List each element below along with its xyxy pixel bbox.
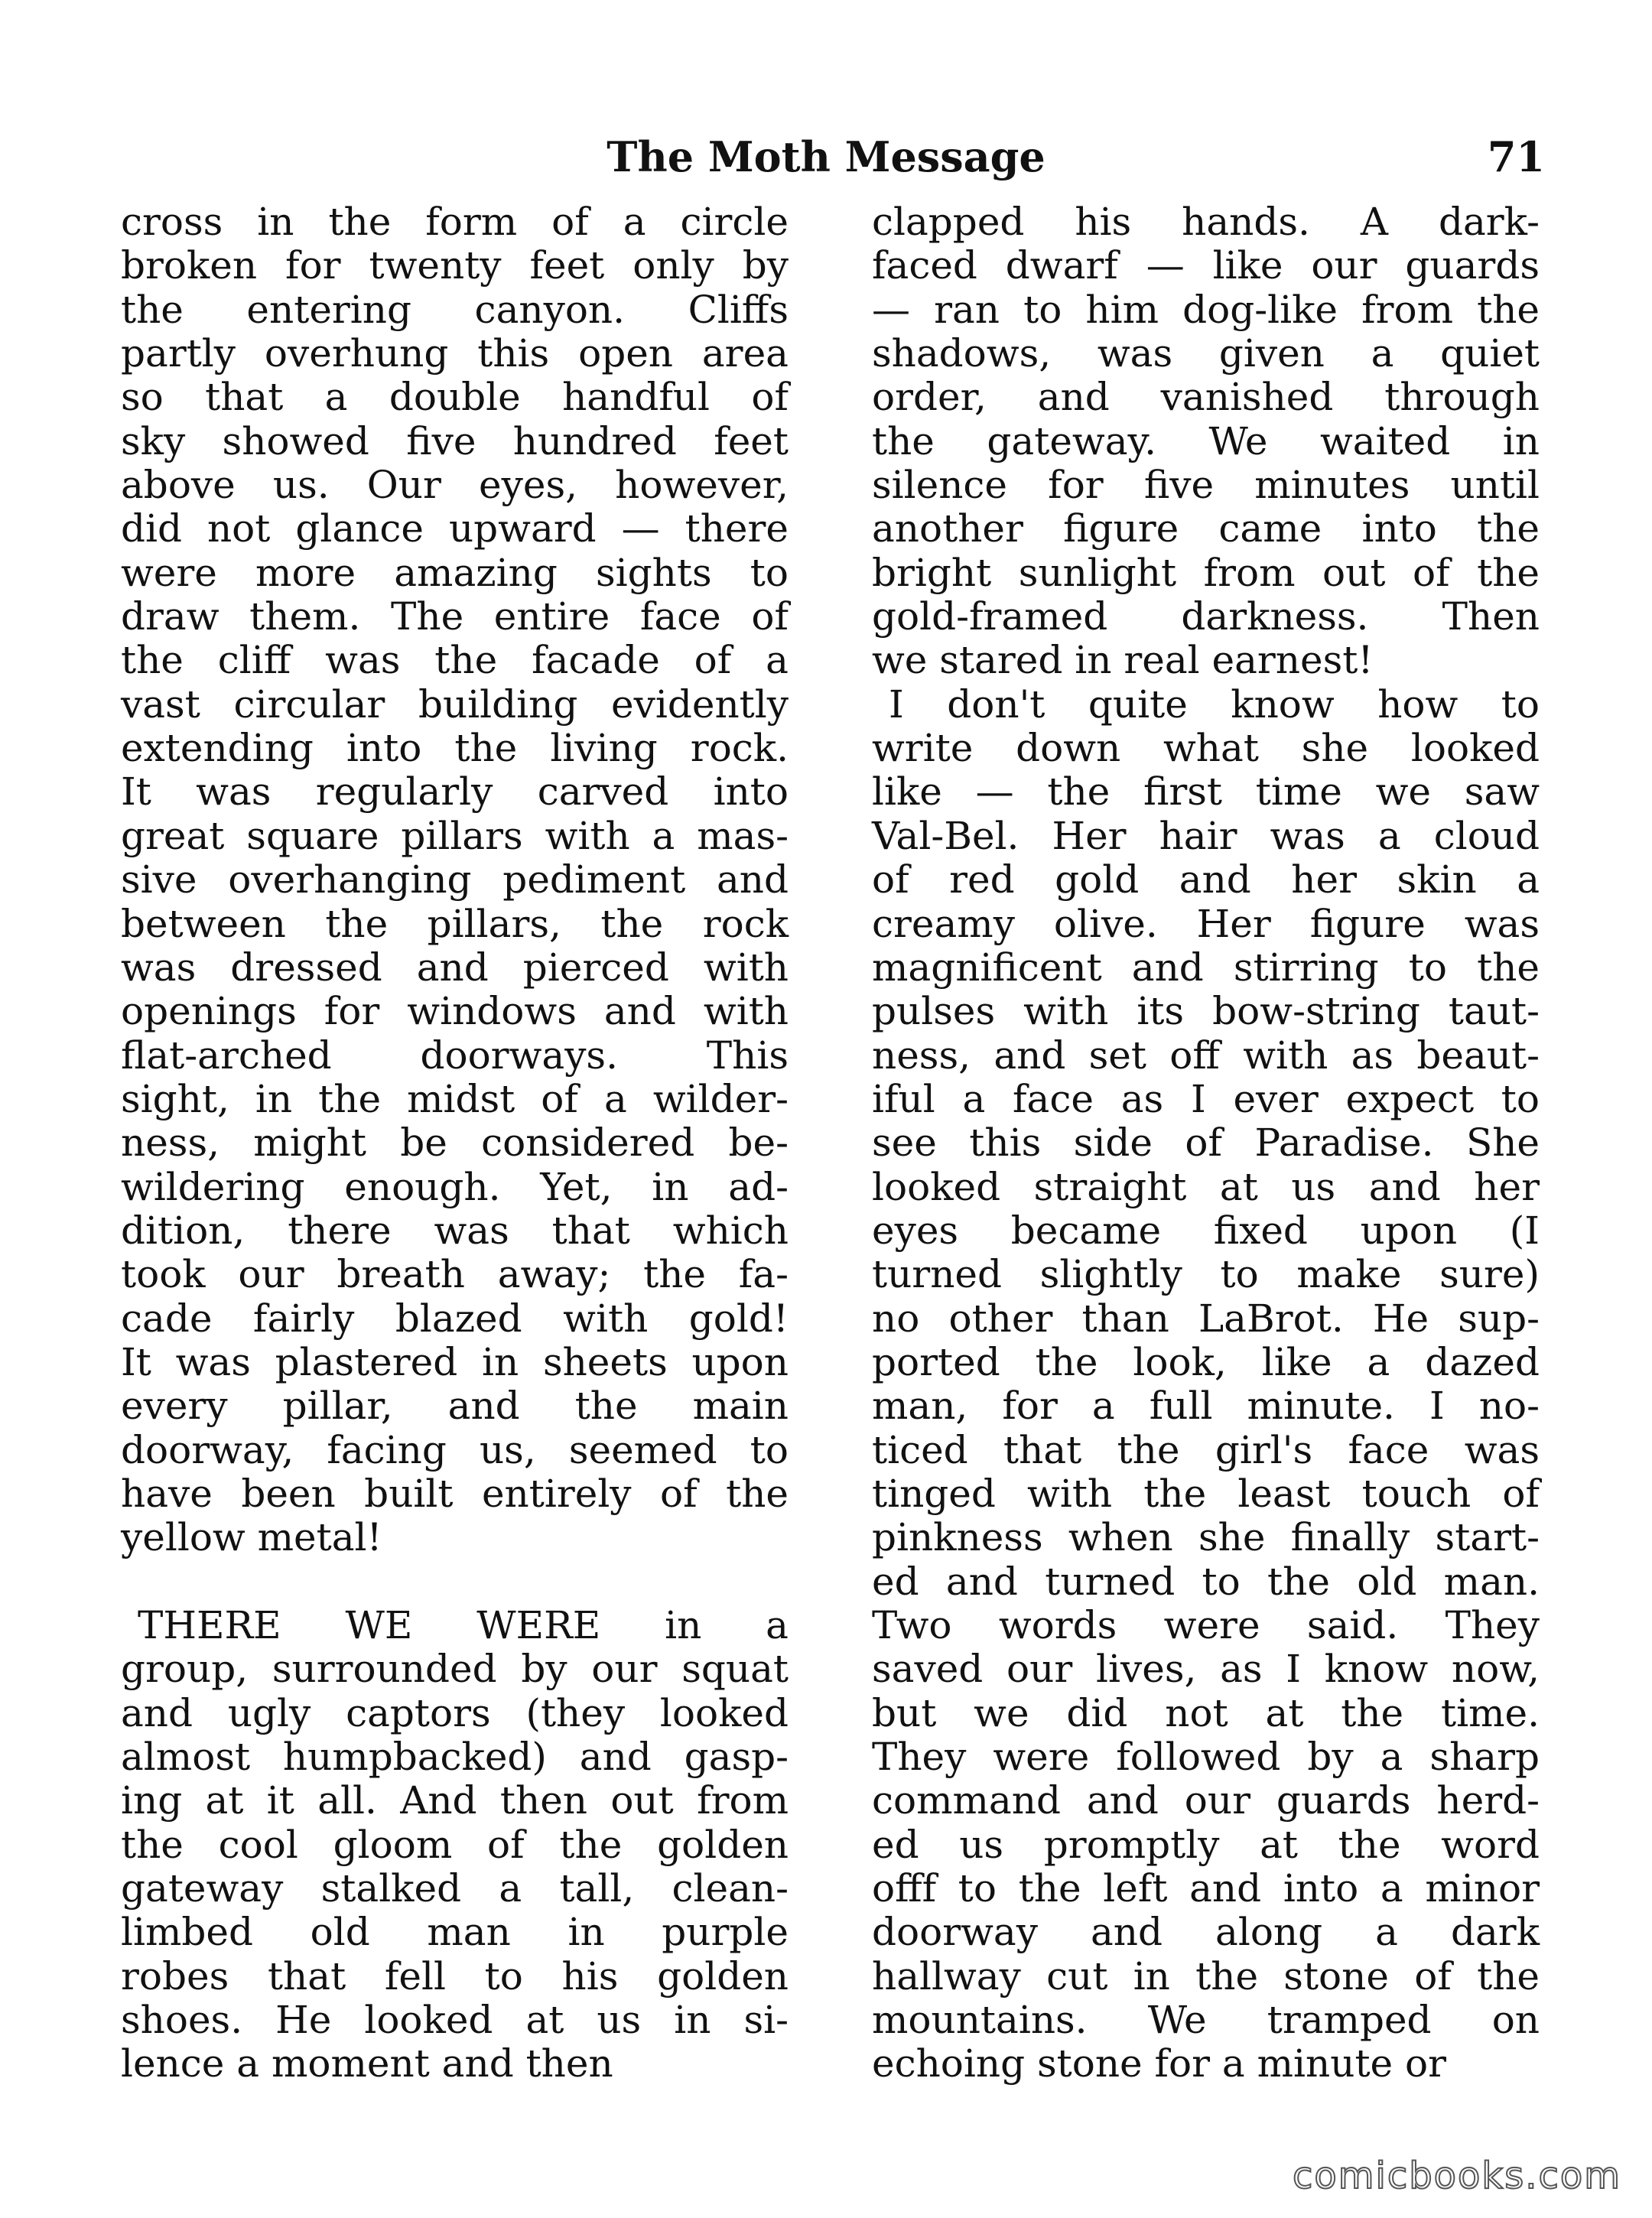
page-number: 71 bbox=[1487, 132, 1545, 181]
text-line: write down what she looked bbox=[872, 726, 1540, 771]
text-line: another figure came into the bbox=[872, 506, 1540, 551]
text-line: silence for five minutes until bbox=[872, 463, 1540, 508]
text-line: broken for twenty feet only by bbox=[121, 243, 789, 288]
text-line: order, and vanished through bbox=[872, 375, 1540, 420]
text-line: have been built entirely of the bbox=[121, 1471, 789, 1516]
text-line: doorway and along a dark bbox=[872, 1910, 1540, 1955]
text-line: pulses with its bow-string taut- bbox=[872, 989, 1540, 1034]
text-line: flat-arched doorways. This bbox=[121, 1033, 789, 1078]
text-line: shoes. He looked at us in si- bbox=[121, 1998, 789, 2043]
left-text-column bbox=[121, 200, 789, 2086]
text-line: openings for windows and with bbox=[121, 989, 789, 1034]
text-line: offf to the left and into a minor bbox=[872, 1866, 1540, 1911]
text-line: They were followed by a sharp bbox=[872, 1735, 1540, 1780]
text-line: clapped his hands. A dark- bbox=[872, 200, 1540, 244]
right-text-column bbox=[872, 200, 1540, 2086]
text-line: ness, and set off with as beaut- bbox=[872, 1033, 1540, 1078]
text-line: iful a face as I ever expect to bbox=[872, 1076, 1540, 1121]
text-line: of red gold and her skin a bbox=[872, 857, 1540, 902]
text-line: the gateway. We waited in bbox=[872, 418, 1540, 463]
text-line: dition, there was that which bbox=[121, 1208, 789, 1253]
text-line: It was regularly carved into bbox=[121, 769, 789, 815]
text-line: mountains. We tramped on bbox=[872, 1998, 1540, 2043]
text-line: faced dwarf — like our guards bbox=[872, 243, 1540, 288]
text-line: It was plastered in sheets upon bbox=[121, 1339, 789, 1384]
text-line: sky showed five hundred feet bbox=[121, 418, 789, 463]
text-line: Val-Bel. Her hair was a cloud bbox=[872, 813, 1540, 858]
text-line: pinkness when she finally start- bbox=[872, 1515, 1540, 1560]
text-line: creamy olive. Her figure was bbox=[872, 901, 1540, 946]
text-line: sive overhanging pediment and bbox=[121, 857, 789, 902]
text-line: ported the look, like a dazed bbox=[872, 1339, 1540, 1384]
text-line: limbed old man in purple bbox=[121, 1910, 789, 1955]
text-line: — ran to him dog-like from the bbox=[872, 287, 1540, 332]
text-line: almost humpbacked) and gasp- bbox=[121, 1735, 789, 1780]
text-line: great square pillars with a mas- bbox=[121, 813, 789, 858]
text-line: the cliff was the facade of a bbox=[121, 638, 789, 683]
text-line: yellow metal! bbox=[121, 1515, 382, 1560]
text-line: hallway cut in the stone of the bbox=[872, 1953, 1540, 1998]
text-line: the entering canyon. Cliffs bbox=[121, 287, 789, 332]
text-line: echoing stone for a minute or bbox=[872, 2041, 1447, 2086]
text-line: I don't quite know how to bbox=[889, 681, 1540, 727]
text-line: ness, might be considered be- bbox=[121, 1120, 789, 1166]
text-line: took our breath away; the fa- bbox=[121, 1252, 789, 1297]
text-line: the cool gloom of the golden bbox=[121, 1822, 789, 1867]
text-line: THERE WE WERE in a bbox=[138, 1603, 789, 1647]
text-line: tinged with the least touch of bbox=[872, 1471, 1540, 1516]
text-line: magnificent and stirring to the bbox=[872, 945, 1540, 990]
text-line: gold-framed darkness. Then bbox=[872, 594, 1540, 639]
text-line: so that a double handful of bbox=[121, 375, 789, 420]
text-line: Two words were said. They bbox=[872, 1603, 1540, 1647]
text-line: command and our guards herd- bbox=[872, 1778, 1540, 1823]
text-line: sight, in the midst of a wilder- bbox=[121, 1076, 789, 1121]
paragraph-gap bbox=[121, 1560, 789, 1604]
text-line: group, surrounded by our squat bbox=[121, 1647, 789, 1692]
text-line: like — the first time we saw bbox=[872, 769, 1540, 815]
text-line: and ugly captors (they looked bbox=[121, 1690, 789, 1735]
text-line: was dressed and pierced with bbox=[121, 945, 789, 990]
text-line: ticed that the girl's face was bbox=[872, 1427, 1540, 1472]
text-line: ed and turned to the old man. bbox=[872, 1559, 1540, 1604]
text-line: man, for a full minute. I no- bbox=[872, 1384, 1540, 1429]
text-line: looked straight at us and her bbox=[872, 1164, 1540, 1209]
text-line: cross in the form of a circle bbox=[121, 200, 789, 244]
text-line: saved our lives, as I know now, bbox=[872, 1647, 1540, 1692]
text-line: between the pillars, the rock bbox=[121, 901, 789, 946]
text-line: were more amazing sights to bbox=[121, 550, 789, 595]
running-header-title: The Moth Message bbox=[606, 132, 1046, 181]
text-line: ing at it all. And then out from bbox=[121, 1778, 789, 1823]
text-line: cade fairly blazed with gold! bbox=[121, 1296, 789, 1341]
text-line: doorway, facing us, seemed to bbox=[121, 1427, 789, 1472]
text-line: turned slightly to make sure) bbox=[872, 1252, 1540, 1297]
text-line: but we did not at the time. bbox=[872, 1690, 1540, 1735]
text-line: robes that fell to his golden bbox=[121, 1953, 789, 1998]
text-line: vast circular building evidently bbox=[121, 681, 789, 727]
text-line: extending into the living rock. bbox=[121, 726, 789, 771]
text-line: wildering enough. Yet, in ad- bbox=[121, 1164, 789, 1209]
text-line: see this side of Paradise. She bbox=[872, 1120, 1540, 1166]
text-line: partly overhung this open area bbox=[121, 331, 789, 376]
text-line: gateway stalked a tall, clean- bbox=[121, 1866, 789, 1911]
site-watermark: comicbooks.com bbox=[1292, 2155, 1621, 2197]
text-line: no other than LaBrot. He sup- bbox=[872, 1296, 1540, 1341]
text-line: eyes became fixed upon (I bbox=[872, 1208, 1540, 1253]
text-line: above us. Our eyes, however, bbox=[121, 463, 789, 508]
text-line: lence a moment and then bbox=[121, 2041, 613, 2086]
text-line: shadows, was given a quiet bbox=[872, 331, 1540, 376]
text-line: draw them. The entire face of bbox=[121, 594, 789, 639]
text-line: ed us promptly at the word bbox=[872, 1822, 1540, 1867]
text-line: did not glance upward — there bbox=[121, 506, 789, 551]
text-line: bright sunlight from out of the bbox=[872, 550, 1540, 595]
text-line: every pillar, and the main bbox=[121, 1384, 789, 1429]
text-line: we stared in real earnest! bbox=[872, 638, 1374, 683]
